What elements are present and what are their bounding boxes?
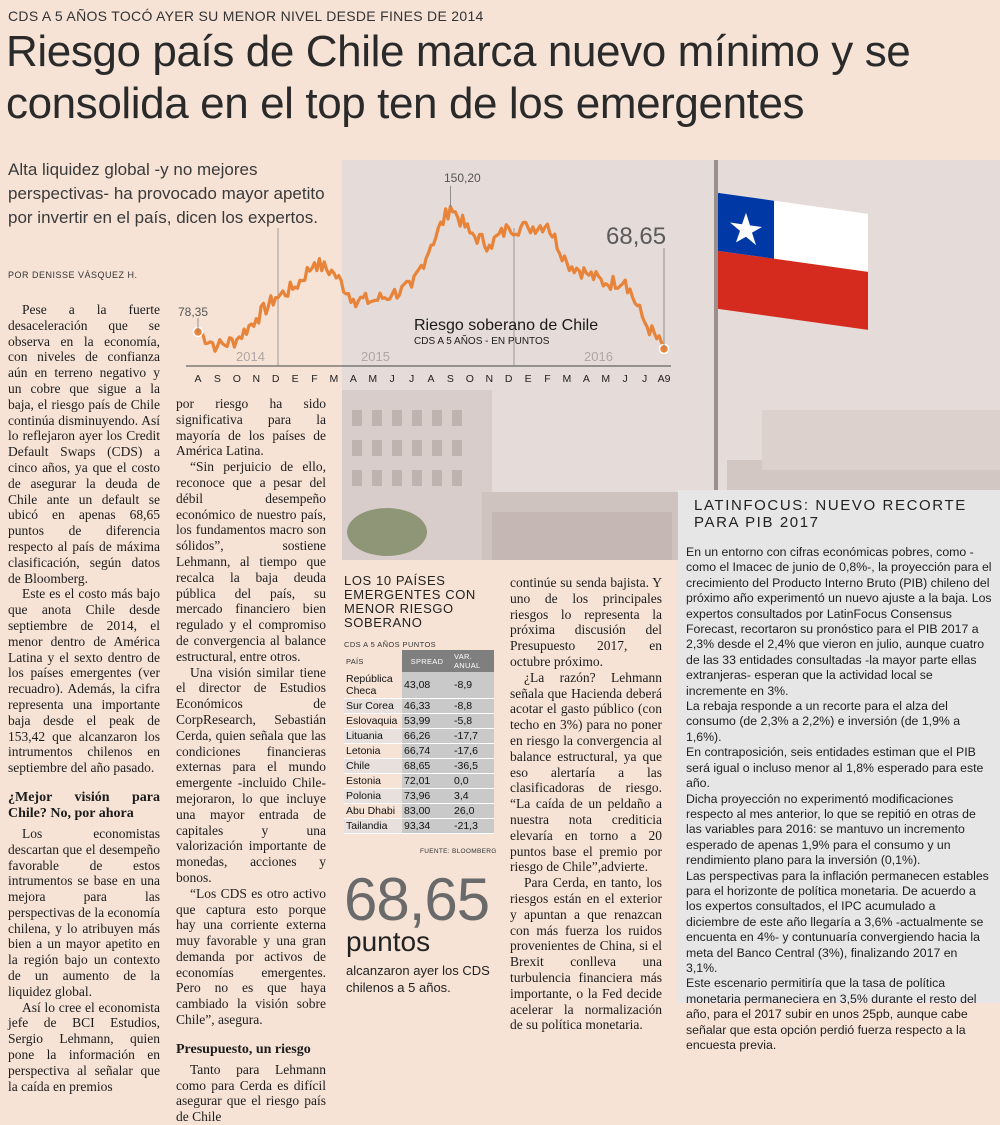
kicker: CDS A 5 AÑOS TOCÓ AYER SU MENOR NIVEL DESDE FINES DE 2014	[8, 8, 484, 24]
table-row	[344, 714, 494, 729]
x-tick-label: A	[582, 373, 590, 385]
country-cell: Tailandia	[344, 819, 402, 834]
x-tick-label: A	[194, 373, 202, 385]
table-source: FUENTE: BLOOMBERG	[420, 848, 497, 855]
chile-flag	[718, 193, 868, 330]
subhead: Presupuesto, un riesgo	[176, 1041, 311, 1057]
x-tick-label: O	[465, 373, 474, 385]
x-tick-label: F	[311, 373, 318, 385]
variation-cell: 3,4	[452, 789, 494, 804]
country-cell: Chile	[344, 759, 402, 774]
table-row	[344, 759, 494, 774]
byline: POR DENISSE VÁSQUEZ H.	[8, 270, 138, 280]
emerging-risk-table	[344, 650, 494, 834]
table-row	[344, 789, 494, 804]
sidebar-paragraph: Dicha proyección no experimentó modificaciones respecto al mes anterior, lo que se repitió en otras de las variables para 2016: se mantuvo un incremento esperado de apenas 1,9% para el consumo y un rendimiento plano para la inversión (0,1%).	[686, 791, 976, 868]
x-tick-label: E	[291, 373, 299, 385]
paragraph: “Los CDS es otro activo que captura esto porque hay una corriente externa muy favorable y una gran demanda por activos de economías emergentes. Pero no es que haya cambiado la visión sobre Chile”, asegura.	[176, 885, 326, 1028]
body-column-3	[510, 575, 662, 1033]
spread-cell: 73,96	[402, 789, 452, 804]
spread-cell: 46,33	[402, 699, 452, 714]
x-tick-label: E	[524, 373, 532, 385]
x-tick-label: J	[408, 373, 415, 385]
x-tick-label: S	[446, 373, 454, 385]
x-tick-label: S	[213, 373, 221, 385]
paragraph: Pese a la fuerte desaceleración que se observa en la economía, con niveles de confianza aún en terreno negativo y un cobre que sigue a la baja, el riesgo país de Chile continúa disminuyendo. Así lo reflejaron ayer los Credit Default Swaps (CDS) a cinco años, ya que el costo de asegurar la deuda de Chile ante un default se ubicó en apenas 68,65 puntos de diferencia respecto al país de máxima clasificación, según datos de Bloomberg.	[8, 302, 160, 586]
variation-cell: -8,9	[452, 672, 494, 699]
paragraph: ¿La razón? Lehmann señala que Hacienda deberá acotar el gasto público (con techo en 3%) para no poner en riesgo la convergencia al balance estructural, ya que eso alertaría a las clasificadoras de riesgo. “La caída de un peldaño a nuestra nota crediticia elevaría en torno a 20 puntos base el premio por riesgo de Chile”,advierte.	[510, 669, 662, 875]
x-tick-label: A	[349, 373, 357, 385]
variation-cell: -36,5	[452, 759, 494, 774]
year-label-2016: 2016	[584, 349, 613, 364]
highlight-unit: puntos	[346, 926, 431, 957]
label-start-value: 78,35	[178, 305, 209, 319]
label-end-value: 68,65	[606, 223, 667, 250]
table-row	[344, 672, 494, 699]
country-cell: Lituania	[344, 729, 402, 744]
sidebar-paragraph: La rebaja responde a un recorte para el alza del consumo (de 2,3% a 2,2%) e inversión (de 1,9% a 1,6%).	[686, 699, 961, 744]
country-cell: República Checa	[344, 672, 402, 699]
table-row	[344, 819, 494, 834]
country-cell: Letonia	[344, 744, 402, 759]
variation-cell: 0,0	[452, 774, 494, 789]
subhead: ¿Mejor visión para Chile? No, por ahora	[8, 789, 160, 821]
sidebar-paragraph: Las perspectivas para la inflación permanecen estables para el horizonte de política monetaria. De acuerdo a los expertos consultados, el IPC acumulado a diciembre de este año llegaría a 3,6% -actualmente se encuenta en 4%- y contunuaría convergiendo hacia la meta del Banco Central (3%), finalizando 2017 en 3,1%.	[686, 868, 989, 975]
x-tick-label: D	[271, 373, 280, 385]
headline: Riesgo país de Chile marca nuevo mínimo y se consolida en el top ten de los emergentes	[6, 27, 911, 128]
x-tick-label: J	[622, 373, 628, 385]
country-cell: Estonia	[344, 774, 402, 789]
body-column-1	[8, 302, 160, 1094]
table-row	[344, 774, 494, 789]
variation-cell: -8,8	[452, 699, 494, 714]
spread-cell: 93,34	[402, 819, 452, 834]
sidebar-paragraph: En contraposición, seis entidades estiman que el PIB será igual o incluso menor al 1,8% esperado para este año.	[686, 745, 984, 791]
x-tick-label: J	[389, 373, 395, 385]
table-row	[344, 804, 494, 819]
spread-cell: 72,01	[402, 774, 452, 789]
table-header: PAÍS	[346, 656, 364, 666]
x-tick-label: N	[252, 373, 261, 385]
x-tick-label: M	[601, 373, 611, 385]
table-subtitle: CDS A 5 AÑOS PUNTOS	[344, 640, 437, 649]
country-cell: Polonia	[344, 789, 402, 804]
variation-cell: -21,3	[452, 819, 494, 834]
x-tick-label: J	[641, 373, 648, 385]
year-label-2015: 2015	[361, 349, 390, 364]
table-row	[344, 699, 494, 714]
x-tick-label: M	[329, 373, 339, 385]
spread-cell: 66,26	[402, 729, 452, 744]
body-column-2	[176, 396, 326, 1125]
x-tick-label: M	[368, 373, 378, 385]
label-peak-value: 150,20	[444, 171, 481, 185]
paragraph: por riesgo ha sido significativa para la mayoría de los países de América Latina.	[176, 396, 326, 459]
spread-cell: 66,74	[402, 744, 452, 759]
x-tick-label: O	[232, 373, 241, 385]
x-tick-label: N	[485, 373, 494, 385]
paragraph: Para Cerda, en tanto, los riesgos están en el exterior y apuntan a que renazcan con más fuerza los ruidos provenientes de China, si el Brexit conlleva una turbulencia financiera más importante, o la Fed decide acelerar la normalización de su política monetaria.	[510, 875, 662, 1033]
table-header: VAR. ANUAL	[452, 650, 494, 672]
year-label-2014: 2014	[236, 349, 265, 364]
x-tick-label: F	[544, 373, 551, 385]
x-tick-label: D	[504, 373, 513, 385]
paragraph: continúe su senda bajista. Y uno de los principales riesgos lo representa la próxima discusión del Presupuesto 2017, en octubre próximo.	[510, 575, 662, 669]
table-row	[344, 744, 494, 759]
country-cell: Eslovaquia	[344, 714, 402, 729]
paragraph: Los economistas descartan que el desempeño favorable de estos intrumentos se base en una mejora para las perspectivas de la economía chilena, y lo atribuyen más bien a un mayor apetito en la región bajo un contexto de un aumento de la liquidez global.	[8, 825, 160, 999]
chart-subtitle: CDS A 5 AÑOS - EN PUNTOS	[414, 336, 550, 347]
spread-cell: 43,08	[402, 672, 452, 699]
paragraph: Tanto para Lehmann como para Cerda es difícil asegurar que el riesgo país de Chile	[176, 1061, 326, 1125]
x-tick-label: A9	[657, 373, 671, 385]
highlight-number: 68,65	[344, 866, 490, 933]
highlight-caption: alcanzaron ayer los CDS chilenos a 5 años.	[346, 963, 490, 995]
country-cell: Abu Dhabi	[344, 804, 402, 819]
paragraph: Así lo cree el economista jefe de BCI Estudios, Sergio Lehmann, quien pone la información en perspectiva al señalar que la caída en premios	[8, 999, 160, 1094]
spread-cell: 53,99	[402, 714, 452, 729]
variation-cell: -5,8	[452, 714, 494, 729]
lead-paragraph: Alta liquidez global -y no mejores perspectivas- ha provocado mayor apetito por invertir en el país, dicen los expertos.	[8, 160, 325, 227]
sidebar-body	[686, 545, 992, 1053]
paragraph: Este es el costo más bajo que anota Chile desde septiembre de 2014, el menor dentro de América Latina y el sexto dentro de los países emergentes (ver recuadro). Además, la cifra representa una importante baja desde el peak de 153,42 que alcanzaron los intrumentos chilenos en septiembre del año pasado.	[8, 586, 160, 776]
paragraph: Una visión similar tiene el director de Estudios Económicos de CorpResearch, Sebastián Cerda, quien señala que las condiciones financieras externas para el mundo emergente -incluido Chile- mejoraron, lo que incluye una mayor entrada de capitales y una valorización importante de monedas, acciones y bonos.	[176, 664, 326, 885]
sidebar-paragraph: En un entorno con cifras económicas pobres, como -como el Imacec de junio de 0,8%-, la proyección para el crecimiento del Producto Interno Bruto (PIB) chileno del próximo año experimentó un nuevo ajuste a la baja. Los expertos consultados por LatinFocus Consensus Forecast, recortaron su pronóstico para el PIB 2017 a 2,3% desde el 2,4% que vieron en julio, aunque cuatro de las 33 entidades consultadas -la mayor parte ellas extranjeras- esperan que la actividad local se incremente en 3%.	[686, 545, 992, 698]
spread-cell: 68,65	[402, 759, 452, 774]
sidebar-title: LATINFOCUS: NUEVO RECORTE PARA PIB 2017	[694, 497, 967, 531]
spread-cell: 83,00	[402, 804, 452, 819]
variation-cell: -17,7	[452, 729, 494, 744]
country-cell: Sur Corea	[344, 699, 402, 714]
sidebar-paragraph: Este escenario permitiría que la tasa de política monetaria permaneciera en 3,5% durante el resto del año, para el 2017 subir en unos 25pb, aunque cabe señalar que esta opción perdió fuerza respecto a la encuesta previa.	[686, 976, 977, 1052]
paragraph: “Sin perjuicio de ello, reconoce que a pesar del débil desempeño económico de nuestro país, los fundamentos macro son sólidos”, sostiene Lehmann, al tiempo que recalca la baja deuda pública del país, su mercado financiero bien regulado y el compromiso de convergencia al balance estructural, entre otros.	[176, 459, 326, 664]
x-tick-label: M	[562, 373, 572, 385]
chart-title: Riesgo soberano de Chile	[414, 317, 599, 334]
variation-cell: 26,0	[452, 804, 494, 819]
x-tick-label: A	[427, 373, 435, 385]
table-header: SPREAD	[402, 650, 452, 672]
table-title: LOS 10 PAÍSES EMERGENTES CON MENOR RIESGO SOBERANO	[344, 573, 476, 630]
variation-cell: -17,6	[452, 744, 494, 759]
table-row	[344, 729, 494, 744]
